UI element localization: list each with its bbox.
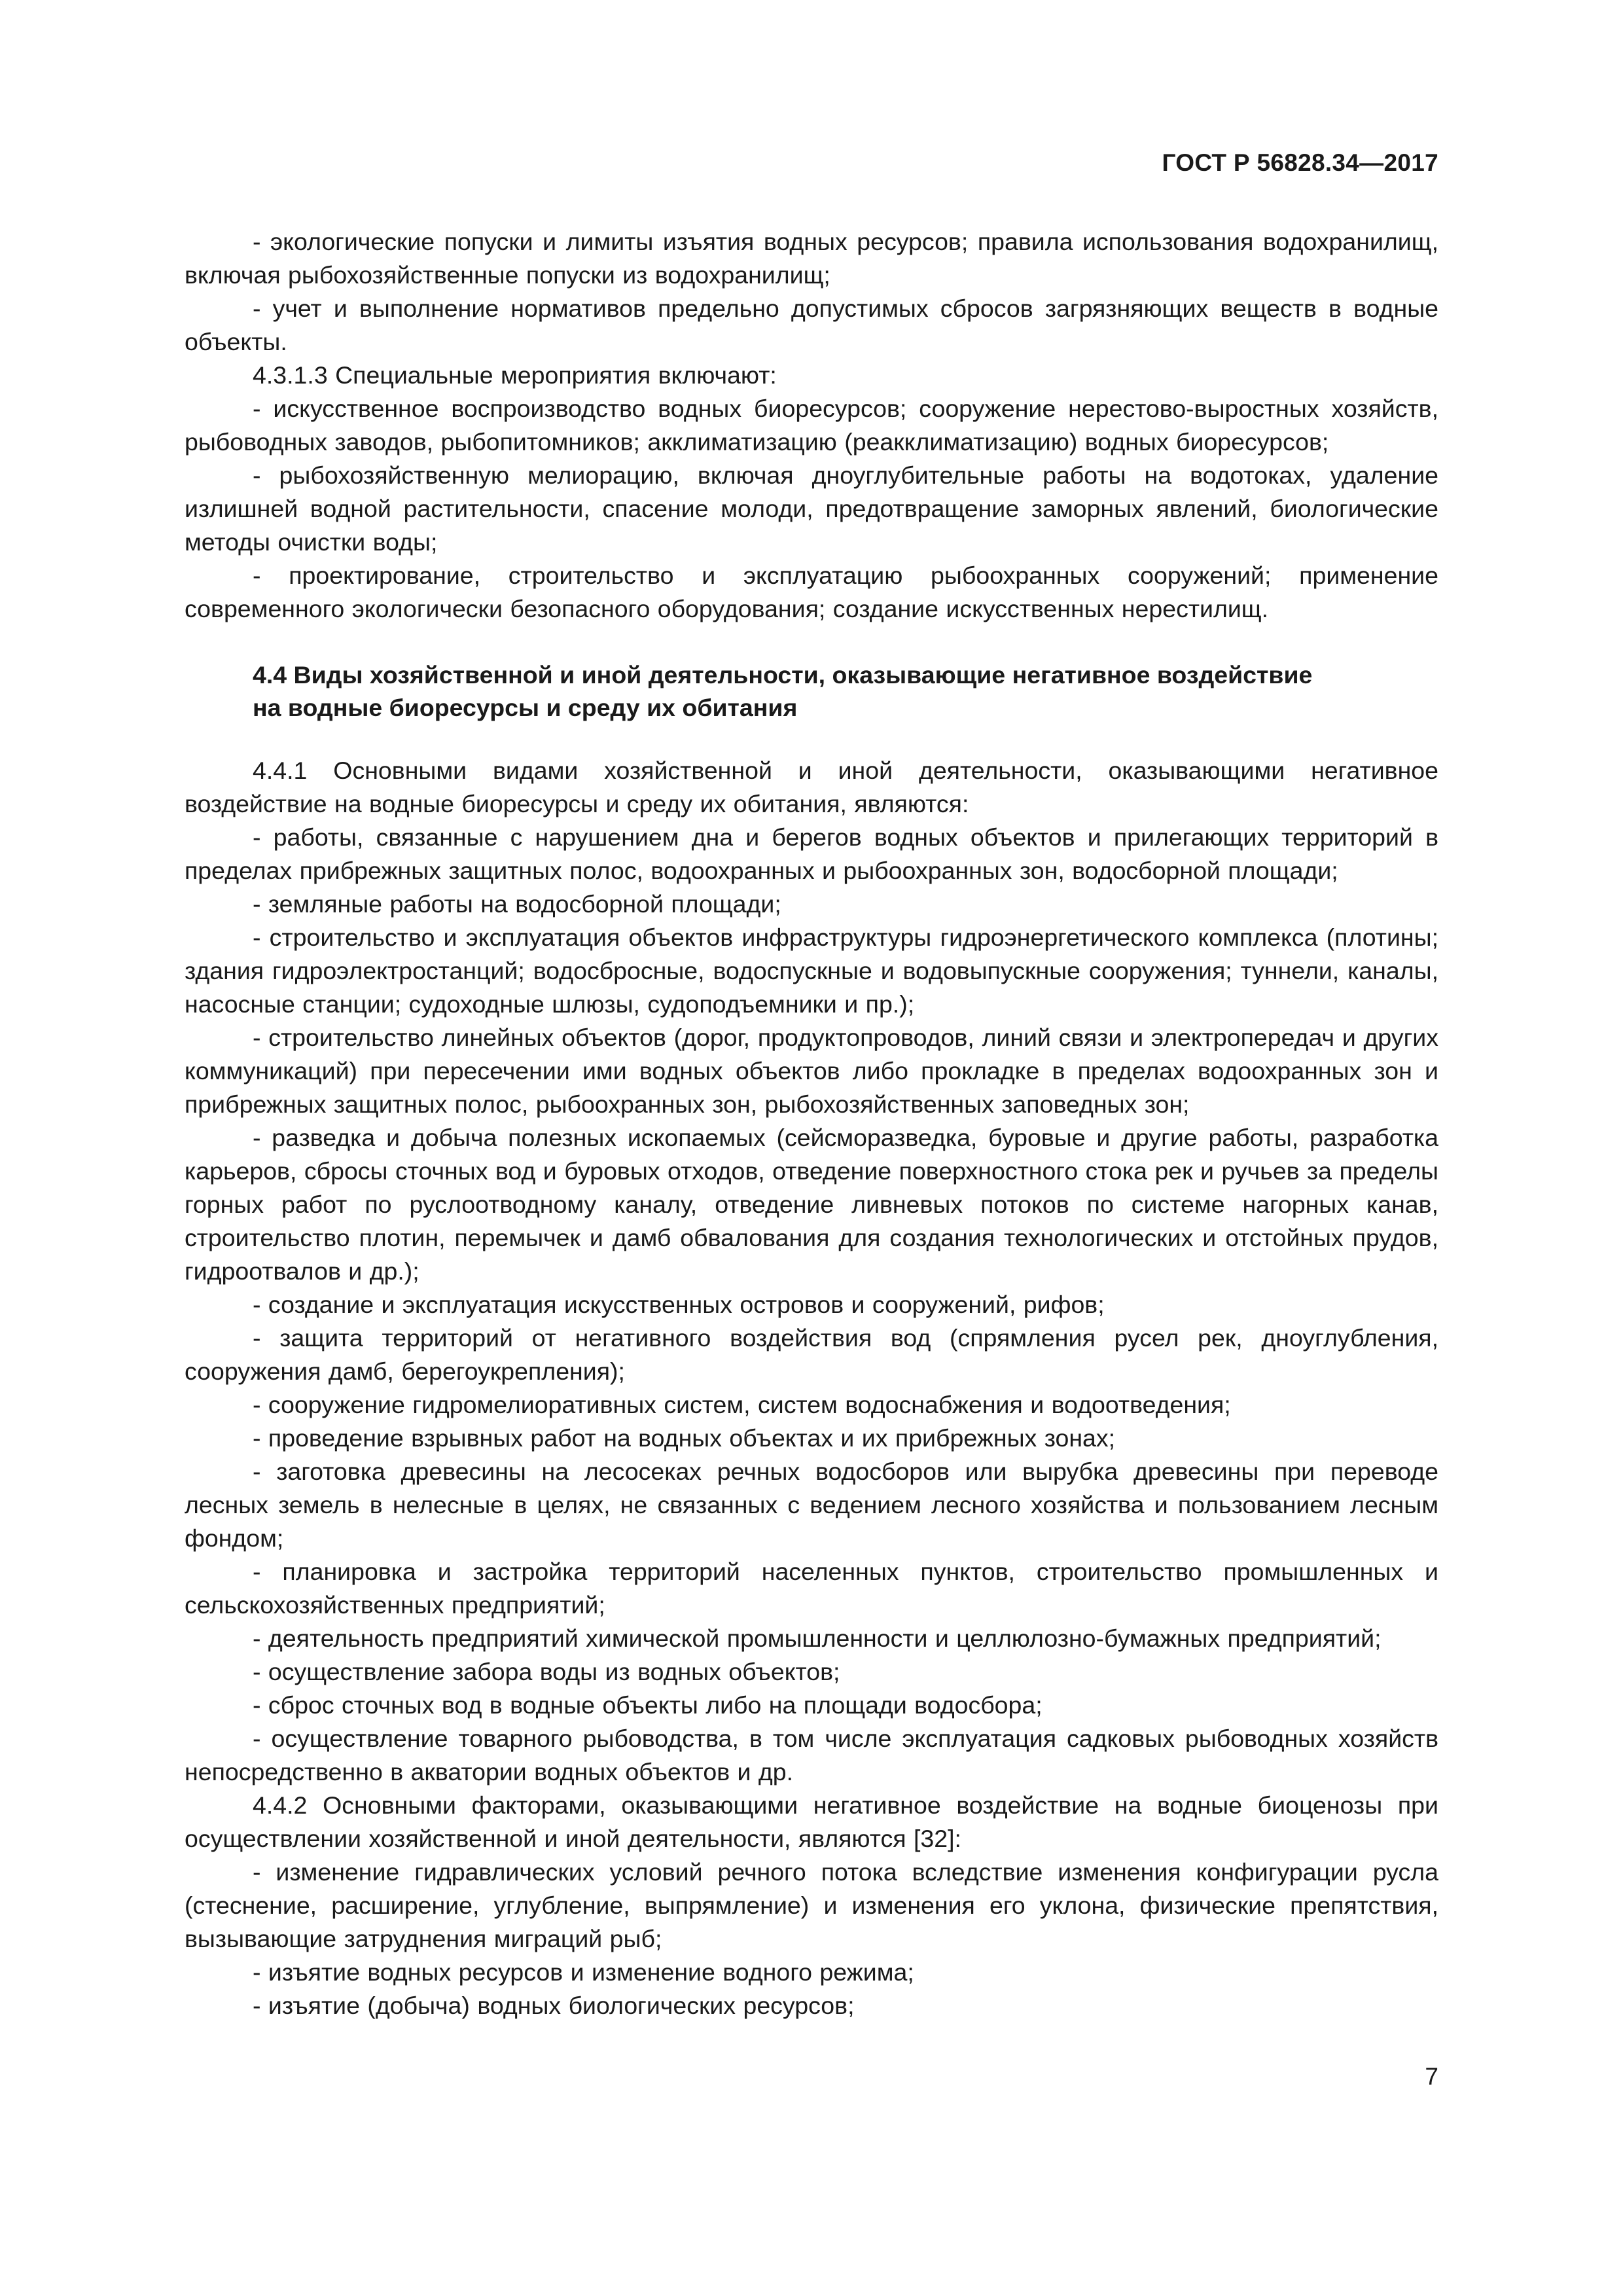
list-item: - деятельность предприятий химической промышленности и целлюлозно-бумажных предприятий;: [253, 1624, 1382, 1652]
list-item: - осуществление товарного рыбоводства, в том числе эксплуатация садковых рыбоводных хозяйств непосредственно в акватории водных объектов и др.: [185, 1725, 1438, 1785]
section-heading-line: 4.4 Виды хозяйственной и иной деятельности, оказывающие негативное воздействие: [253, 661, 1313, 689]
clause-paragraph: 4.4.2 Основными факторами, оказывающими негативное воздействие на водные биоценозы при осуществлении хозяйственной и иной деятельности, являются [32]:: [185, 1791, 1438, 1852]
list-item: - сброс сточных вод в водные объекты либо на площади водосбора;: [253, 1691, 1043, 1719]
document-code-header: ГОСТ Р 56828.34—2017: [1162, 149, 1438, 176]
list-item: - строительство линейных объектов (дорог, продуктопроводов, линий связи и электропередач и других коммуникаций) при пересечении ими водных объектов либо прокладке в пределах водоохранных зон и прибрежных защитных полос, рыбоохранных зон, рыбохозяйственных заповедных зон;: [185, 1024, 1438, 1118]
paragraph: - экологические попуски и лимиты изъятия водных ресурсов; правила использования водохранилищ, включая рыбохозяйственные попуски из водохранилищ;: [185, 228, 1438, 289]
list-item: - изъятие водных ресурсов и изменение водного режима;: [253, 1958, 914, 1986]
list-item: - строительство и эксплуатация объектов инфраструктуры гидроэнергетического комплекса (плотины; здания гидроэлектростанций; водосбросные, водоспускные и водовыпускные сооружения; туннели, каналы, насосные станции; судоходные шлюзы, судоподъемники и пр.);: [185, 924, 1438, 1018]
list-item: - разведка и добыча полезных ископаемых (сейсморазведка, буровые и другие работы, разработка карьеров, сбросы сточных вод и буровых отходов, отведение поверхностного стока рек и ручьев за пределы горных работ по руслоотводному каналу, отведение ливневых потоков по системе нагорных канав, строительство плотин, перемычек и дамб обвалования для создания технологических и отстойных прудов, гидроотвалов и др.);: [185, 1124, 1438, 1285]
list-item: - работы, связанные с нарушением дна и берегов водных объектов и прилегающих территорий в пределах прибрежных защитных полос, водоохранных и рыбоохранных зон, водосборной площади;: [185, 823, 1438, 884]
section-heading: [185, 658, 1438, 724]
paragraph: - проектирование, строительство и эксплуатацию рыбоохранных сооружений; применение современного экологически безопасного оборудования; создание искусственных нерестилищ.: [185, 562, 1438, 622]
list-item: - изменение гидравлических условий речного потока вследствие изменения конфигурации русла (стеснение, расширение, углубление, выпрямление) и изменения его уклона, физические препятствия, вызывающие затруднения миграций рыб;: [185, 1858, 1438, 1952]
list-item: - сооружение гидромелиоративных систем, систем водоснабжения и водоотведения;: [253, 1391, 1231, 1418]
list-item: - проведение взрывных работ на водных объектах и их прибрежных зонах;: [253, 1424, 1116, 1452]
list-item: - создание и эксплуатация искусственных островов и сооружений, рифов;: [253, 1291, 1105, 1318]
list-item: - защита территорий от негативного воздействия вод (спрямления русел рек, дноуглубления, сооружения дамб, берегоукрепления);: [185, 1324, 1438, 1385]
paragraph: - рыбохозяйственную мелиорацию, включая дноуглубительные работы на водотоках, удаление излишней водной растительности, спасение молоди, предотвращение заморных явлений, биологические методы очистки воды;: [185, 461, 1438, 556]
clause-paragraph: 4.4.1 Основными видами хозяйственной и иной деятельности, оказывающими негативное воздействие на водные биоресурсы и среду их обитания, являются:: [185, 757, 1438, 817]
clause-paragraph: 4.3.1.3 Специальные мероприятия включают:: [253, 361, 777, 389]
list-item: - планировка и застройка территорий населенных пунктов, строительство промышленных и сельскохозяйственных предприятий;: [185, 1558, 1438, 1619]
paragraph: - искусственное воспроизводство водных биоресурсов; сооружение нерестово-выростных хозяйств, рыбоводных заводов, рыбопитомников; акклиматизацию (реакклиматизацию) водных биоресурсов;: [185, 395, 1438, 456]
section-heading-line: на водные биоресурсы и среду их обитания: [253, 694, 798, 721]
list-item: - земляные работы на водосборной площади;: [253, 890, 781, 918]
paragraph: - учет и выполнение нормативов предельно допустимых сбросов загрязняющих веществ в водные объекты.: [185, 295, 1438, 355]
list-item: - изъятие (добыча) водных биологических ресурсов;: [253, 1992, 855, 2019]
page-number: 7: [1425, 2063, 1438, 2090]
list-item: - заготовка древесины на лесосеках речных водосборов или вырубка древесины при переводе лесных земель в нелесные в целях, не связанных с ведением лесного хозяйства и пользованием лесным фондом;: [185, 1458, 1438, 1552]
document-body: [185, 225, 1438, 2022]
list-item: - осуществление забора воды из водных объектов;: [253, 1658, 840, 1685]
